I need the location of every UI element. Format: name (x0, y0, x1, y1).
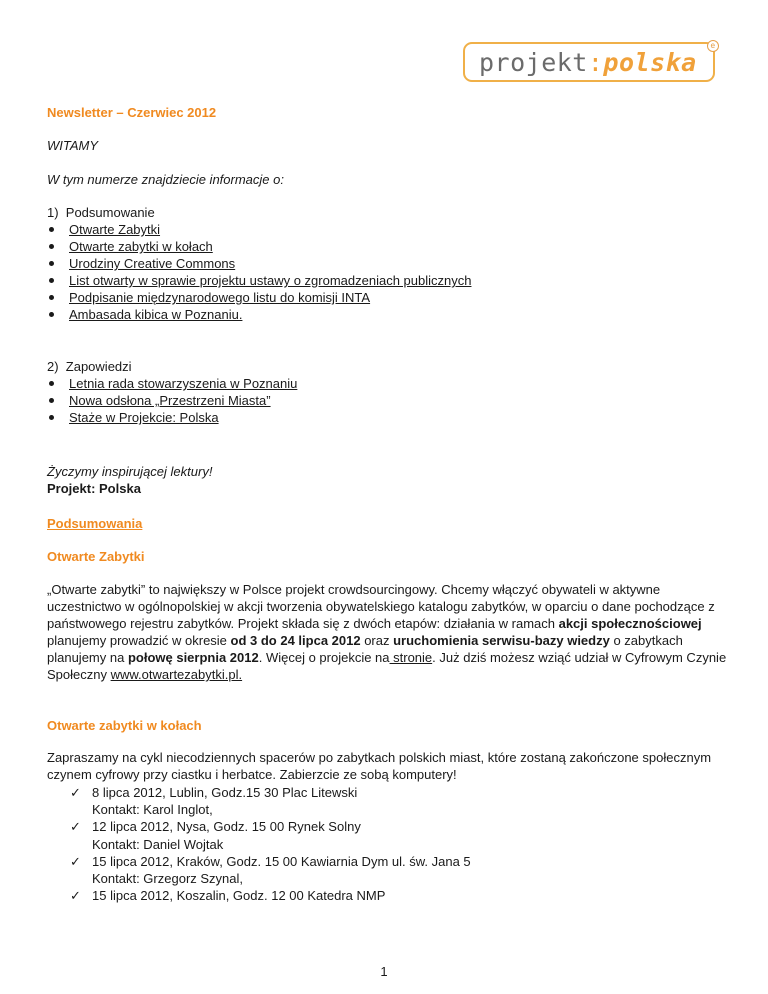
logo (463, 42, 715, 82)
toc-item (47, 375, 647, 392)
article-intro-w-kolach: Zapraszamy na cykl niecodziennych spacerów po zabytkach polskich miast, które zostaną zakończone społecznym czynem cyfrowy przy ciastku i herbatce. Zabierzcie ze sobą komputery! (47, 750, 712, 782)
article-body-otwarte-zabytki (47, 581, 737, 683)
article-title-otwarte-zabytki: Otwarte Zabytki (47, 549, 145, 564)
closing-signature: Projekt: Polska (47, 481, 141, 496)
welcome-text: WITAMY (47, 138, 99, 153)
checkmark-icon: ✓ (70, 785, 81, 800)
event-contact: Kontakt: Karol Inglot, (92, 802, 213, 818)
section-heading-podsumowania: Podsumowania (47, 516, 143, 531)
toc-heading-1: 1) Podsumowanie (47, 205, 155, 220)
toc-section-2 (47, 358, 647, 426)
event-contact: Kontakt: Daniel Wojtak (92, 836, 224, 852)
body-text: planujemy prowadzić w okresie (47, 633, 231, 648)
event-text: 12 lipca 2012, Nysa, Godz. 15 00 Rynek Solny (92, 819, 361, 835)
page-number: 1 (380, 964, 388, 979)
event-text: 8 lipca 2012, Lublin, Godz.15 30 Plac Litewski (92, 785, 358, 800)
event-contact: Kontakt: Grzegorz Szynal, (92, 871, 244, 887)
toc-item (47, 272, 647, 289)
event-item (70, 784, 471, 818)
toc-item (47, 306, 647, 323)
event-text: 15 lipca 2012, Kraków, Godz. 15 00 Kawiarnia Dym ul. św. Jana 5 (92, 853, 471, 869)
body-text: „Otwarte zabytki” to największy w Polsce projekt crowdsourcingowy. Chcemy włączyć obywateli w aktywne uczestnictwo w ogólnopolskiej w akcji tworzenia obywatelskiego katalogu zabytków, w oparciu o dane pochodzące z państwowego rejestru zabytków. Projekt składa się z dwóch etapów: działania w ramach (47, 582, 715, 631)
logo-mark-icon: e (707, 40, 719, 52)
toc-list-2 (47, 375, 647, 426)
toc-list-1 (47, 221, 647, 323)
checkmark-icon: ✓ (70, 853, 81, 869)
checkmark-icon: ✓ (70, 819, 81, 835)
toc-item (47, 221, 647, 238)
body-text: oraz (360, 633, 394, 648)
body-bold: akcji społecznościowej (558, 616, 702, 631)
events-list (70, 784, 471, 904)
toc-link-otwarte-zabytki-w-kolach[interactable]: Otwarte zabytki w kołach (69, 239, 213, 254)
toc-link-przestrzen-miasta[interactable]: Nowa odsłona „Przestrzeni Miasta” (69, 393, 271, 408)
link-otwartezabytki[interactable]: www.otwartezabytki.pl. (110, 667, 243, 682)
toc-item (47, 289, 647, 306)
body-text: . Więcej o projekcie na (258, 650, 390, 665)
toc-item (47, 255, 647, 272)
event-item (70, 818, 471, 852)
body-bold: połowę sierpnia 2012 (127, 650, 259, 665)
intro-lead: W tym numerze znajdziecie informacje o: (47, 172, 284, 187)
toc-link-ambasada-kibica[interactable]: Ambasada kibica w Poznaniu. (69, 307, 243, 322)
toc-link-urodziny-cc[interactable]: Urodziny Creative Commons (69, 256, 236, 271)
toc-heading-2: 2) Zapowiedzi (47, 359, 132, 374)
event-text: 15 lipca 2012, Koszalin, Godz. 12 00 Katedra NMP (92, 888, 386, 904)
toc-section-1 (47, 204, 647, 323)
toc-link-list-otwarty[interactable]: List otwarty w sprawie projektu ustawy o zgromadzeniach publicznych (69, 273, 472, 288)
toc-item (47, 409, 647, 426)
toc-link-staze[interactable]: Staże w Projekcie: Polska (69, 410, 219, 425)
body-text: o zabytkach planujemy na (47, 633, 683, 665)
toc-link-inta[interactable]: Podpisanie międzynarodowego listu do komisji INTA (69, 290, 371, 305)
toc-link-letnia-rada[interactable]: Letnia rada stowarzyszenia w Poznaniu (69, 376, 298, 391)
event-item (70, 853, 471, 887)
checkmark-icon: ✓ (70, 888, 81, 904)
event-item (70, 887, 471, 904)
body-bold: od 3 do 24 lipca 2012 (230, 633, 361, 648)
newsletter-title: Newsletter – Czerwiec 2012 (47, 105, 217, 120)
logo-part-polska: polska (603, 47, 697, 77)
toc-link-otwarte-zabytki[interactable]: Otwarte Zabytki (69, 222, 161, 237)
logo-colon: : (587, 47, 604, 77)
closing-wish: Życzymy inspirującej lektury! (47, 464, 213, 479)
body-bold: uruchomienia serwisu-bazy wiedzy (393, 633, 610, 648)
toc-item (47, 392, 647, 409)
logo-part-projekt: projekt (479, 47, 588, 77)
link-stronie[interactable]: stronie (389, 650, 433, 665)
article-title-otwarte-zabytki-w-kolach: Otwarte zabytki w kołach (47, 718, 202, 733)
toc-item (47, 238, 647, 255)
body-text: . Już dziś możesz wziąć udział w Cyfrowym Czynie Społeczny (47, 650, 727, 682)
